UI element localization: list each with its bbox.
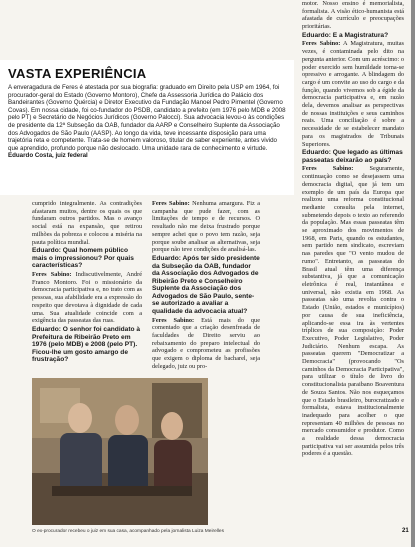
speaker: Feres Sabino: xyxy=(152,200,190,207)
photo-caption: O ex-procurador recebeu o juiz em sua casa, acompanhado pela jornalista Luiza Meirelles xyxy=(32,529,224,534)
column-1 xyxy=(32,200,142,375)
box-signature: Eduardo Costa, juiz federal xyxy=(8,152,88,160)
answer-text: Nenhuma amargura. Fiz a campanha que pude fazer, com as limitações de tempo e de recursos. O resultado não me deixa frustrado porque sempre achei que o povo tem razão, seja porque soube analisar as alternativas, seja porque não teve condições de analisá-las. xyxy=(152,200,260,254)
col3-paragraph: motor. Nosso ensino é memorialista, formalista. A visão ético-humanista está afastada de currículo e preocupações prioritárias. xyxy=(302,0,404,31)
question-2: Eduardo: O senhor foi candidato à Prefeitura de Ribeirão Preto em 1976 (pelo MDB) e 2008 (pelo PT). Ficou-lhe um gosto amargo de frustração? xyxy=(32,325,141,364)
interview-photo xyxy=(32,378,208,525)
column-3 xyxy=(302,0,404,525)
experience-box xyxy=(0,60,294,195)
page-edge xyxy=(411,0,415,547)
question-1: Eduardo: Qual homem público mais o impressionou? Por quais características? xyxy=(32,247,134,270)
answer-1 xyxy=(32,271,142,325)
box-title: VASTA EXPERIÊNCIA xyxy=(8,66,147,81)
answer-2 xyxy=(152,200,260,254)
speaker: Feres Sabino: xyxy=(302,40,341,48)
answer-5 xyxy=(302,165,404,458)
question-3: Eduardo: Após ter sido presidente da Subseção da OAB, fundador da Associação dos Advogados de Ribeirão Preto e Conselheiro Suplente da Associação dos Advogados de São Paulo, sente-se autorizado a avaliar a qualidade da advocacia atual? xyxy=(152,254,260,316)
answer-4 xyxy=(302,40,404,148)
answer-3 xyxy=(152,317,260,371)
speaker: Feres Sabino: xyxy=(302,165,354,173)
column-2 xyxy=(152,200,260,375)
page-number: 21 xyxy=(402,528,409,534)
box-text xyxy=(8,84,286,160)
answer-text: A Magistratura, muitas vezes, é contaminada pelo dito na pergunta anterior. Com um acréscimo: o poder exercido sem humildade torna-se opressivo e arrogante. A blindagem do cargo é um convite ao uso do cargo e da função, quando vivemos sob a égide da democracia participativa e, em razão dela, devemos analisar as perspectivas de nossas instituições e seus caminhos reais. Uma conciliação é sobre a necessidade de se estabelecer mandato para os magistrados de Tribunais Superiores. xyxy=(302,40,404,148)
speaker: Feres Sabino: xyxy=(152,316,195,324)
question-5: Eduardo: Que legado as últimas passeatas deixarão ao país? xyxy=(302,149,403,164)
answer-text: Seguramente, continuação como se desejassem uma democracia digital, que já tem um exemplo de um país da Europa que realizou uma reforma constitucional mediante consulta pela internet, submetendo depois o texto ao referendo da população. Mas essas passeatas têm se aproximado dos movimentos de 1968, em Paris, quando os estudantes, sem partido nem sindicato, escreviam nas paredes que "O vento mudou de rumo". Entretanto, as passeatas do Brasil atual têm uma diferença substantiva, já que a comunicação eletrônica é real, instantânea e universal, não existia em 1968. As passeatas são uma revolta contra o Estado (União, estados e municípios) por causa de sua ineficiência, aplicando-se essa ira às vertentes tríplices de sua composição: Poder Executivo, Poder Legislativo, Poder Judiciário. Nenhum escapa. As passeatas querem "Democratizar a Democracia" (provocando "Os caminhos da Democracia Participativa", para utilizar o título de livro do constitucionalista paraibano Boaventura de Souza Santos. Não nos esqueçamos que o Estado brasileiro, burocratizado e formalista, estava institucionalmente inadequado para acolher o que representam 40 milhões de pessoas no mercado consumidor e produtor. Como a realidade dessa democracia participativa vai ser assumida pelos três poderes é a questão. xyxy=(302,165,404,458)
box-body: A enveragadura de Feres é atestada por sua biografia: graduado em Direito pela USP em 1964, foi procurador-geral do Estado (Governo Montoro), Chefe da Assessoria Jurídica do Palácio dos Bandeirantes (Governo Quércia) e Diretor Executivo da Fundação Manoel Pedro Pimentel (Governo Covas). Em nossa cidade, foi co-fundador do PSDB, candidato a prefeito (em 1976 pelo MDB e 2008 pelo PT) e Secretário de Negócios Jurídicos (Governo Palocci). Sua advocacia levou-o às condições de presidente da 12ª Subseção da OAB, fundador da AARP e Conselheiro Suplente da Associação dos Advogados de São Paulo (AASP). Ao longo da vida, teve incessante disposição para uma trajetória reta e competente. Trata-se de homem valoroso, titular de saber experiente, antes vivido que aprendido, profundo porque não deslocado. Uma unidade rara de conhecimento e virtude. xyxy=(8,84,286,152)
speaker: Feres Sabino: xyxy=(32,271,72,278)
photo-illustration xyxy=(32,378,208,525)
answer-text: Indiscutivelmente, André Franco Montoro. Foi o missionário da democracia participativa e, no trato com as pessoas, sua afabilidade era a expressão do respeito que devotava à dignidade de cada uma. Sua atualidade coincide com a exigência das passeatas das ruas. xyxy=(32,271,142,325)
answer-text: Está mais do que comentado que a criação desenfreada de faculdades de Direito serviu ao rebaixamento do preparo intelectual do advogado e comprometeu as profissões que exigem o diploma de bacharel, seja delegado, juiz ou pro- xyxy=(152,316,260,370)
col1-paragraph: cumprido integralmente. As contradições afastaram muitos, dentre os quais os que fundaram outros partidos. Mas o avanço social está na expansão, que retirou milhões da pobreza e colocou a miséria na pauta política mundial. xyxy=(32,200,142,246)
question-4: Eduardo: E a Magistratura? xyxy=(302,31,389,39)
